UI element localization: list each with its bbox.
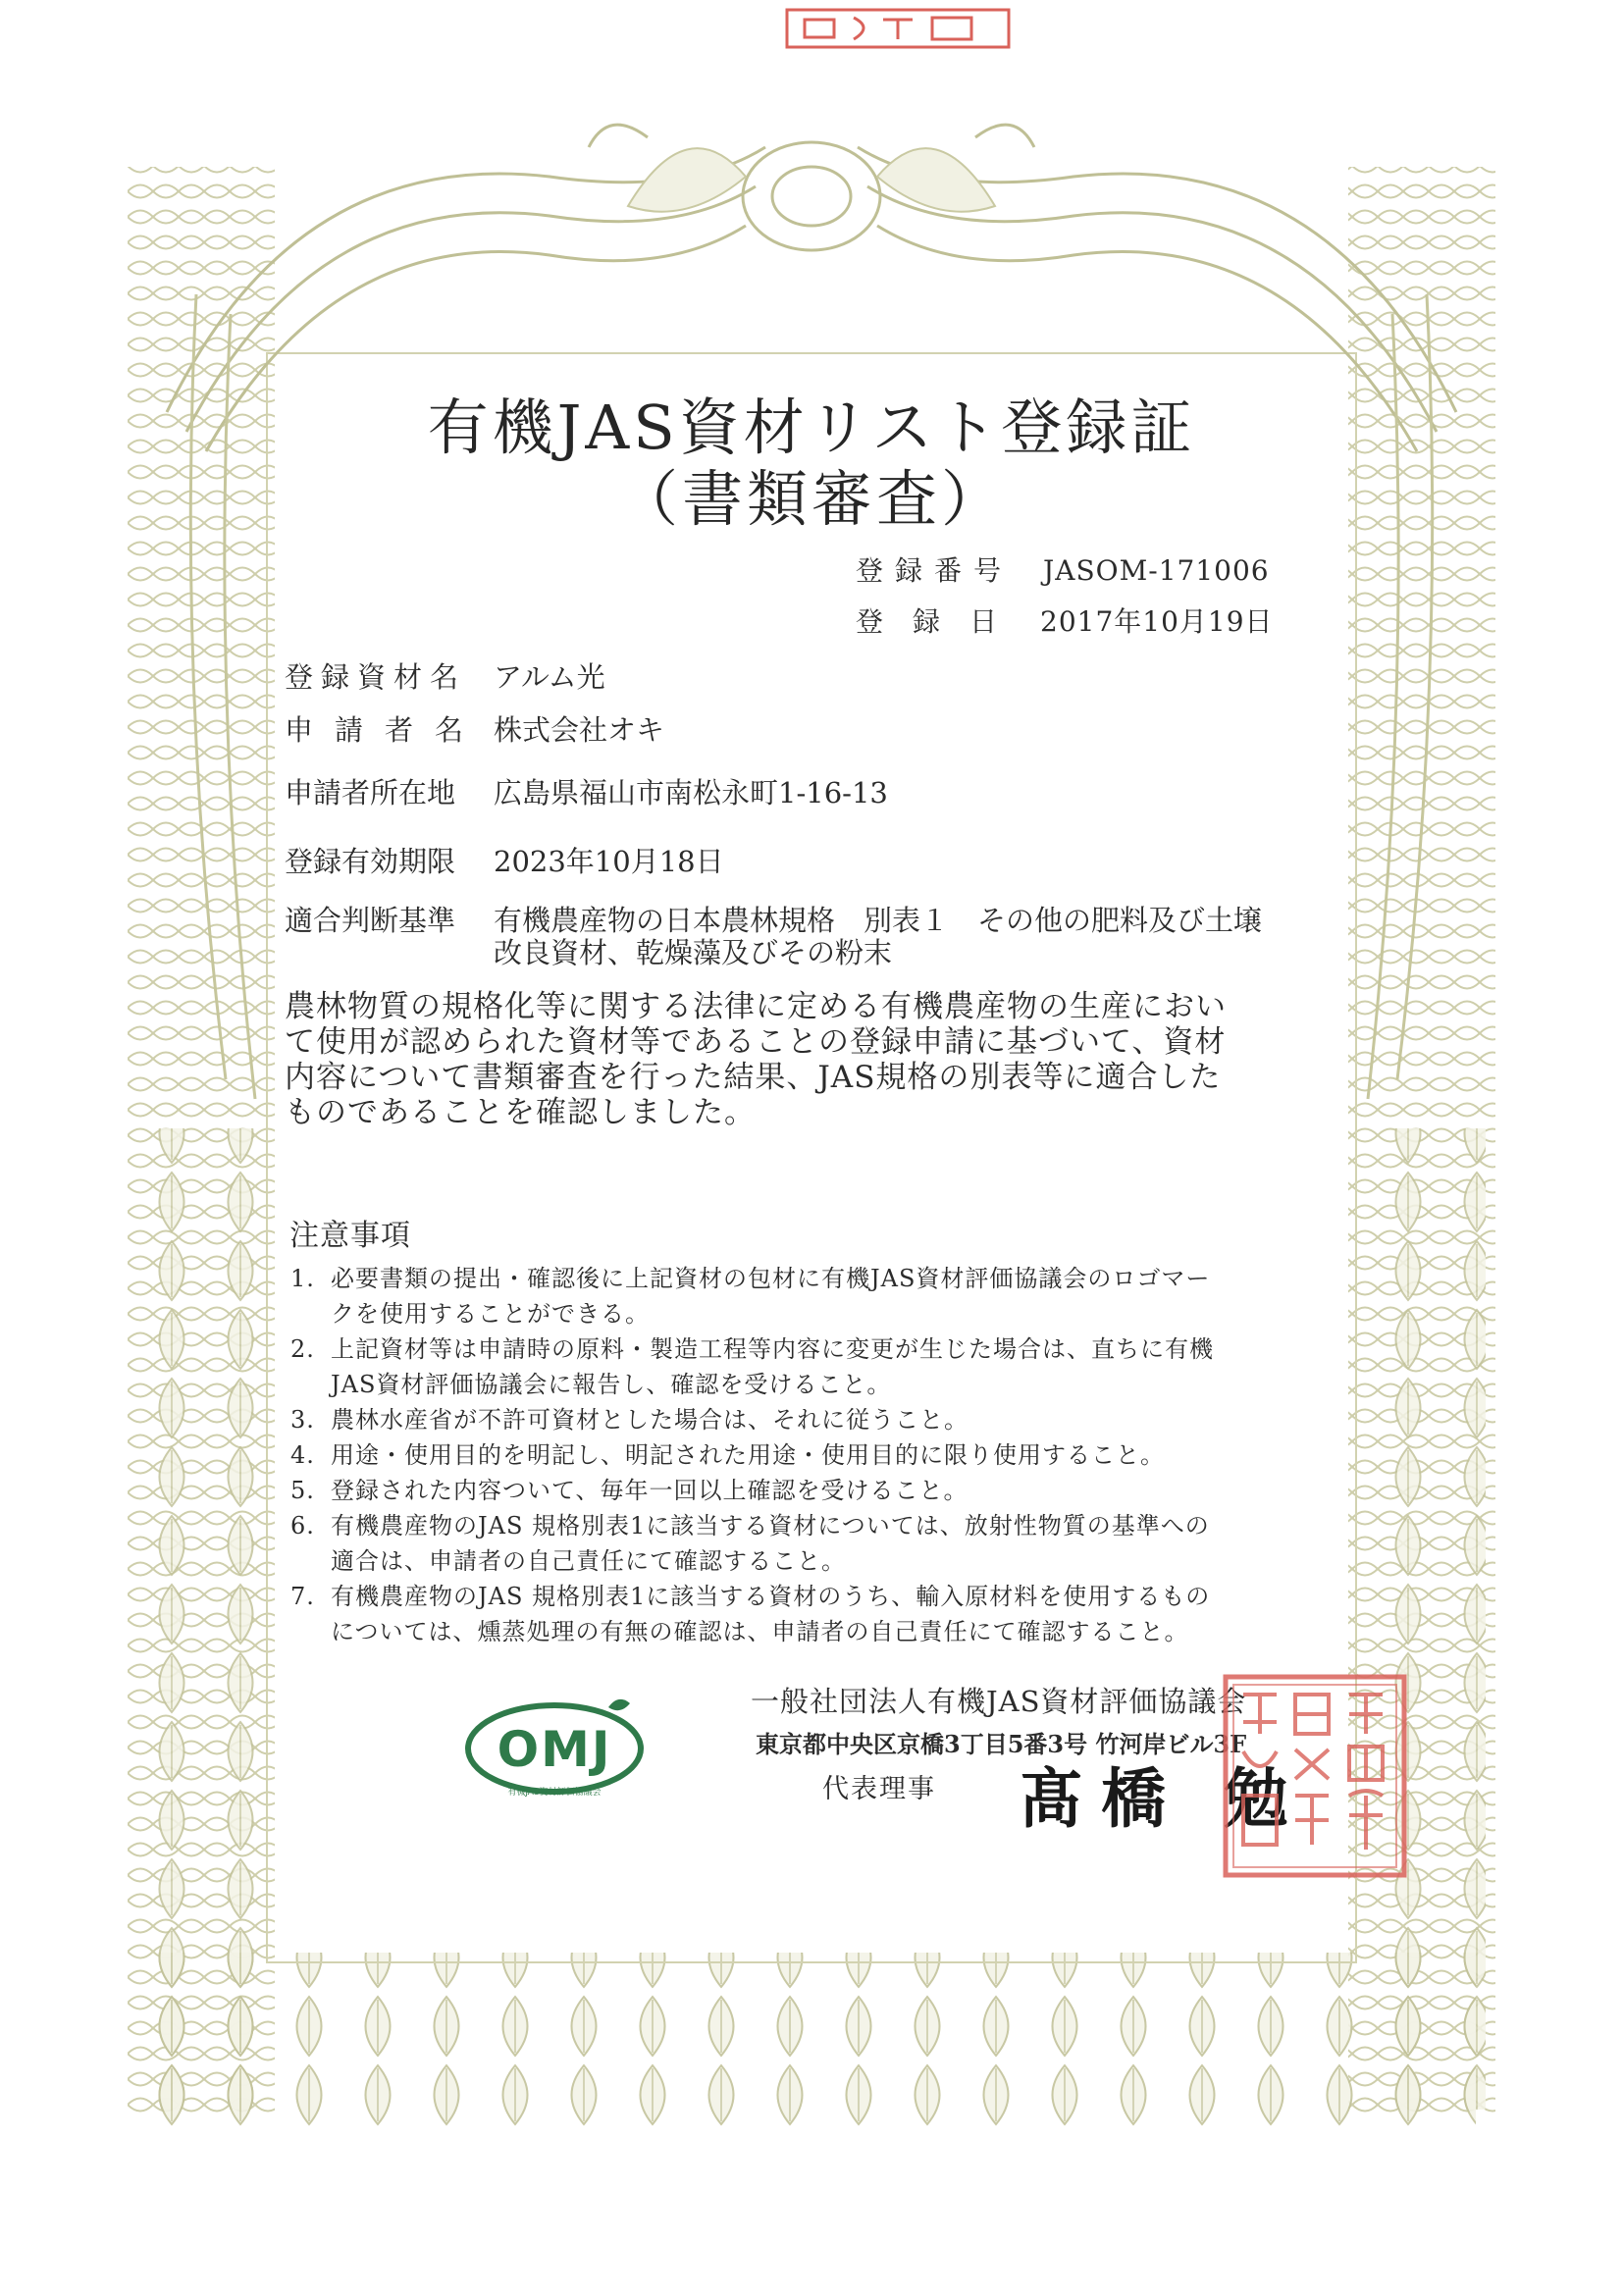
field-value-applicant-name: 株式会社オキ [494,713,665,747]
note-line: 適合は、申請者の自己責任にて確認すること。 [331,1547,846,1575]
statement-line: 農林物質の規格化等に関する法律に定める有機農産物の生産におい [285,989,1227,1024]
field-label-applicant-address: 申請者所在地 [285,776,456,809]
registration-number: JASOM-171006 [1043,554,1270,587]
note-line: については、燻蒸処理の有無の確認は、申請者の自己責任にて確認すること。 [331,1618,1189,1645]
field-label-material-name: 登録資材名 [285,660,467,694]
registration-date: 2017年10月19日 [1040,605,1274,638]
note-line: 登録された内容ついて、毎年一回以上確認を受けること。 [331,1477,969,1504]
note-item [285,1508,1325,1579]
note-item [285,1473,1325,1508]
note-line: 有機農産物のJAS 規格別表1に該当する資材については、放射性物質の基準への [331,1512,1210,1539]
field-value-applicant-address: 広島県福山市南松永町1-16-13 [494,776,888,809]
note-number: 6. [290,1512,315,1539]
note-number: 5. [290,1477,315,1504]
note-line: クを使用することができる。 [331,1300,650,1328]
organization-address: 東京都中央区京橋3丁目5番3号 竹河岸ビル3F [756,1730,1247,1758]
organization-seal-stamp [1222,1673,1408,1879]
note-line: 必要書類の提出・確認後に上記資材の包材に有機JAS資材評価協議会のロゴマー [331,1265,1211,1292]
omj-logo [461,1697,648,1805]
note-text [331,1331,1325,1402]
note-text [331,1508,1325,1579]
registration-number-label: 登録番号 [856,554,1014,587]
logo-text: OMJ [497,1721,612,1778]
organization-name: 一般社団法人有機JAS資材評価協議会 [751,1685,1247,1718]
statement-line: て使用が認められた資材等であることの登録申請に基づいて、資材 [285,1024,1227,1060]
note-number: 2. [290,1335,315,1363]
note-number: 4. [290,1441,315,1469]
note-item [285,1402,1325,1437]
registration-date-label: 登録日 [856,605,1027,638]
field-value-criteria-line1: 有機農産物の日本農林規格 別表１ その他の肥料及び土壌 [494,904,1263,937]
field-label-criteria: 適合判断基準 [285,904,456,937]
field-value-material-name: アルム光 [494,660,605,694]
field-label-applicant-name: 申請者名 [285,713,486,747]
top-seal-stamp [785,6,1011,51]
certificate-subtitle: （書類審査） [616,463,1006,535]
note-number: 1. [290,1265,315,1292]
field-label-expiry: 登録有効期限 [285,845,456,878]
note-text [331,1402,1325,1437]
note-line: JAS資材評価協議会に報告し、確認を受けること。 [331,1371,892,1398]
note-line: 用途・使用目的を明記し、明記された用途・使用目的に限り使用すること。 [331,1441,1165,1469]
notes-list [285,1261,1325,1649]
note-line: 有機農産物のJAS 規格別表1に該当する資材のうち、輸入原材料を使用するもの [331,1583,1211,1610]
note-item [285,1579,1325,1649]
field-value-criteria-line2: 改良資材、乾燥藻及びその粉末 [494,936,893,969]
statement-line: 内容について書類審査を行った結果、JAS規格の別表等に適合した [285,1060,1222,1095]
note-item [285,1261,1325,1331]
note-text [331,1437,1325,1473]
field-value-expiry: 2023年10月18日 [494,845,724,878]
note-item [285,1437,1325,1473]
note-line: 上記資材等は申請時の原料・製造工程等内容に変更が生じた場合は、直ちに有機 [331,1335,1214,1363]
note-number: 7. [290,1583,315,1610]
statement-line: ものであることを確認しました。 [285,1095,756,1130]
note-text [331,1473,1325,1508]
logo-subtext: 有機JAS資材評価協議会 [507,1788,602,1798]
note-line: 農林水産省が不許可資材とした場合は、それに従うこと。 [331,1406,969,1434]
representative-title: 代表理事 [822,1774,936,1804]
certification-statement [285,989,1305,1130]
note-item [285,1331,1325,1402]
certificate-title: 有機JAS資材リスト登録証 [427,391,1196,463]
note-text [331,1579,1325,1649]
note-text [331,1261,1325,1331]
representative-name: 髙橋 勉 [1019,1760,1306,1837]
notes-heading: 注意事項 [289,1219,411,1253]
note-number: 3. [290,1406,315,1434]
